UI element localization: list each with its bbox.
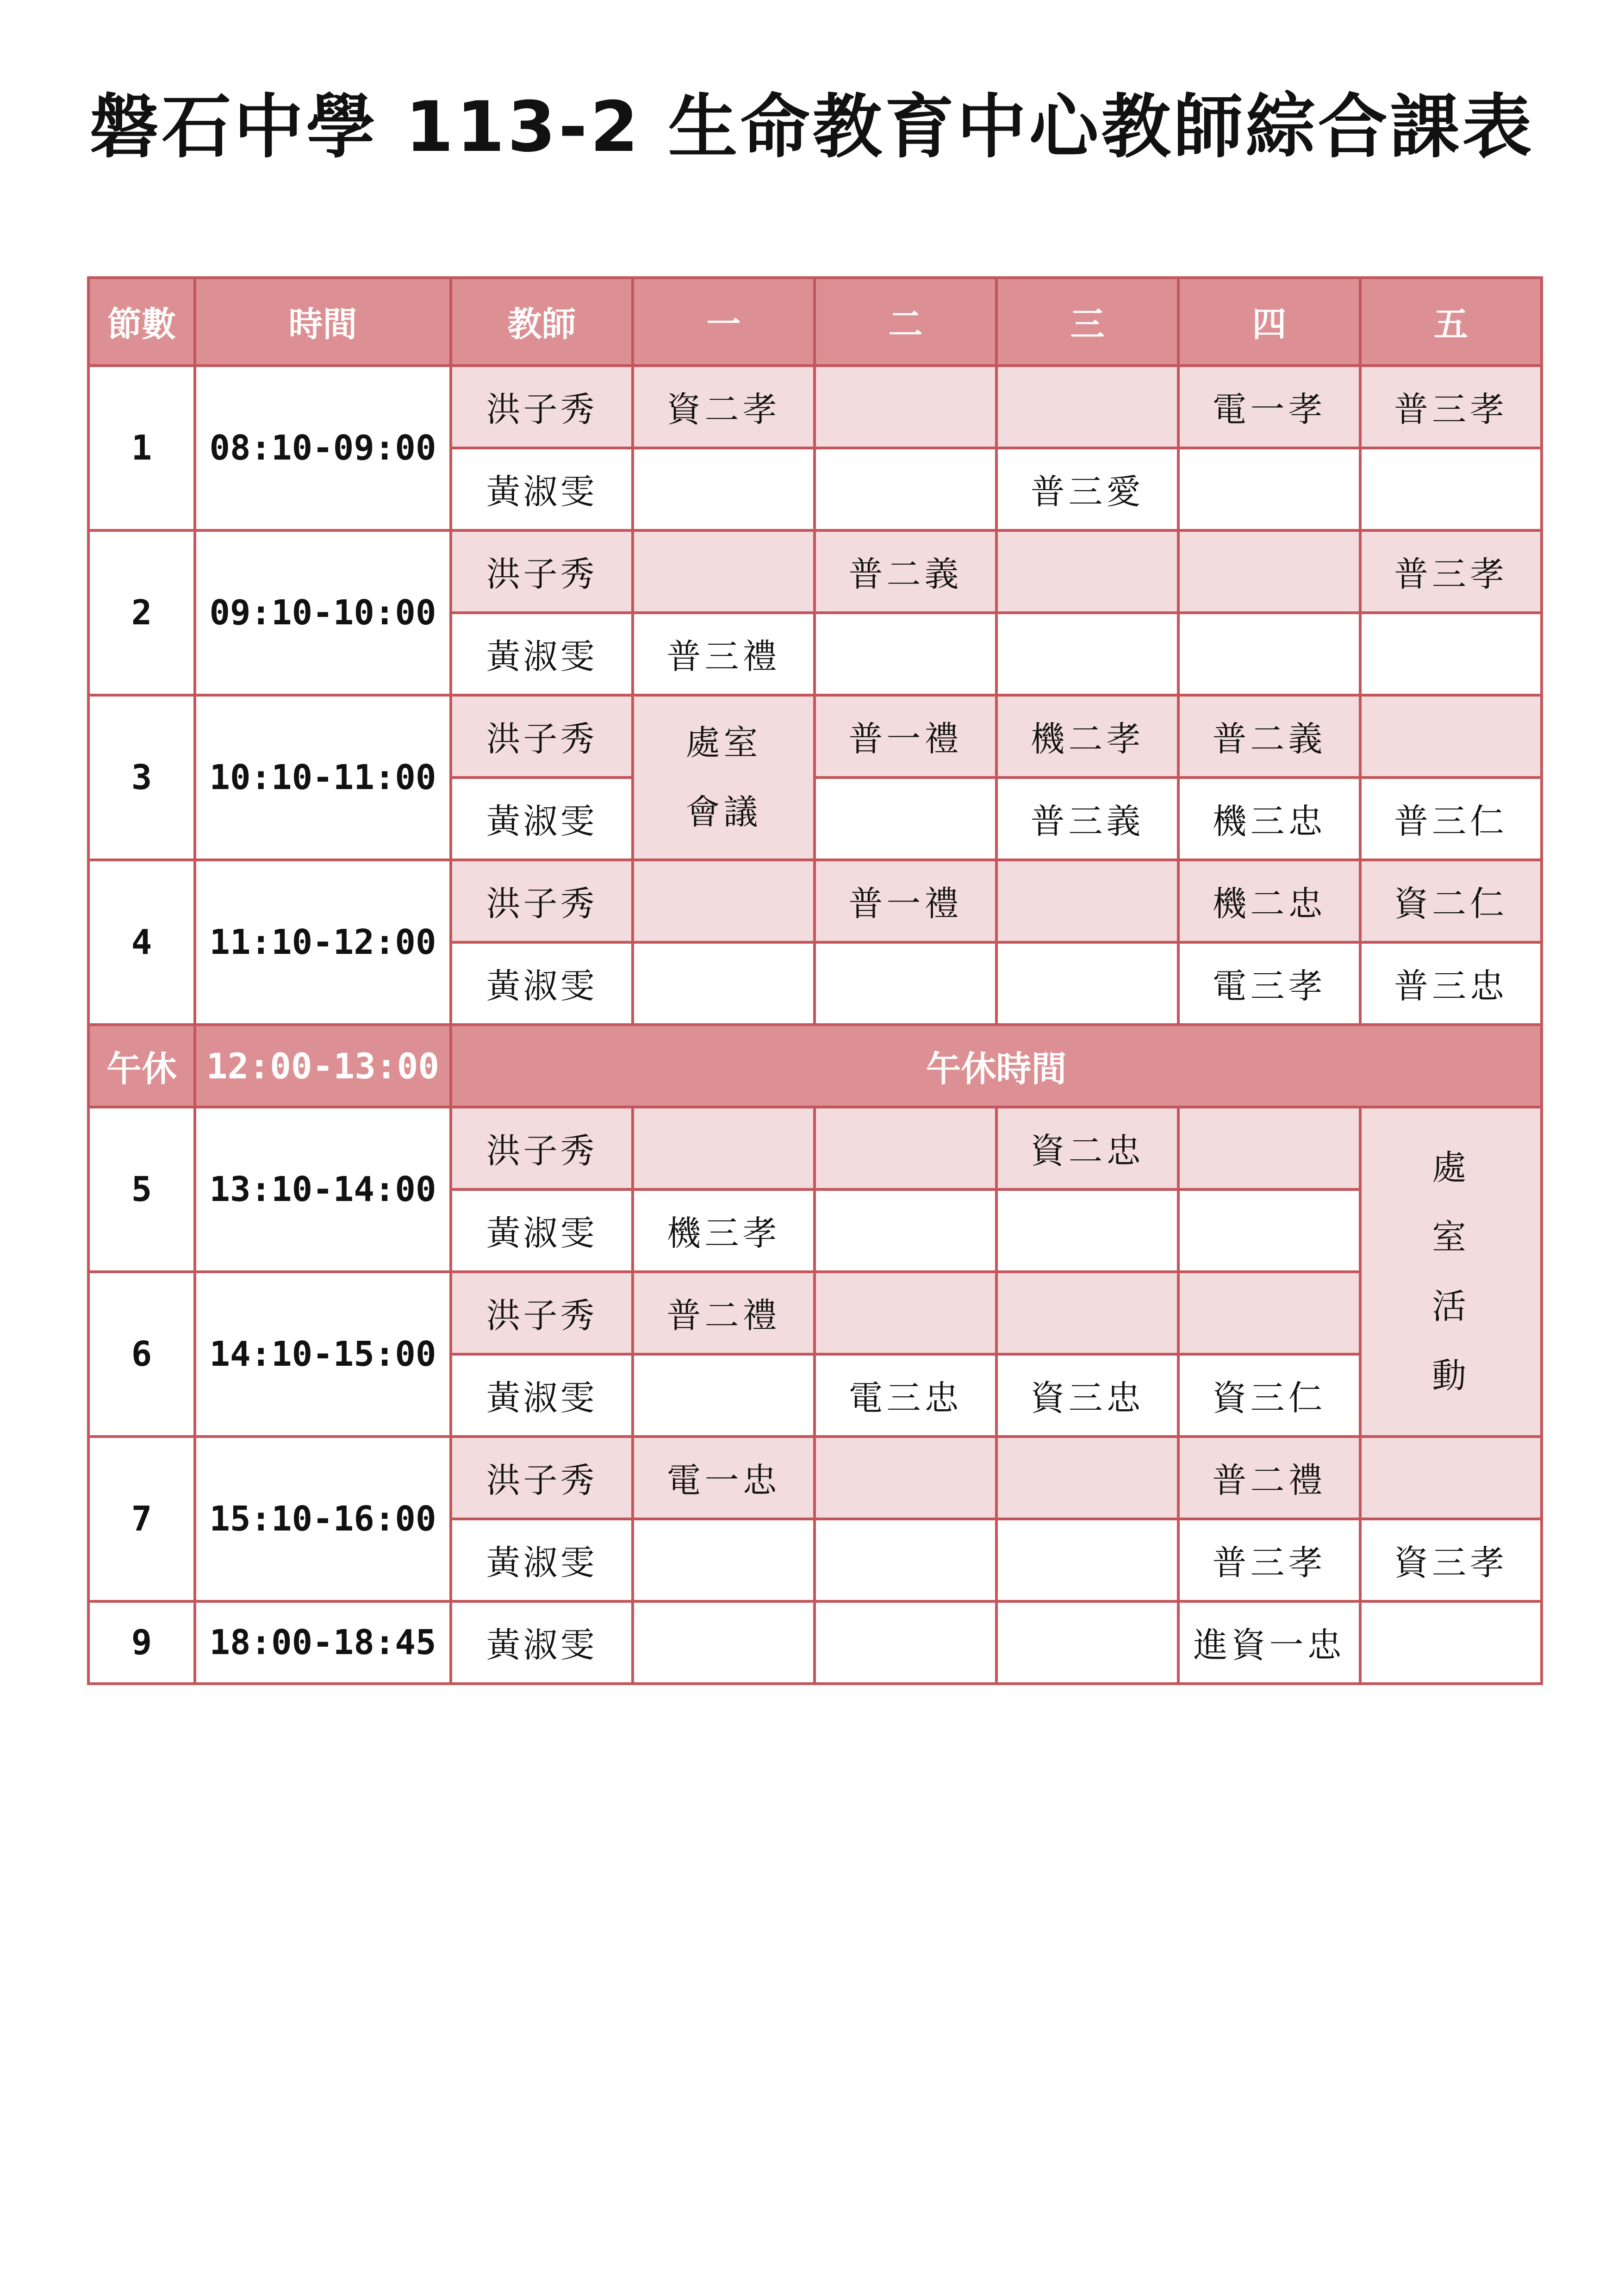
class-cell bbox=[1360, 613, 1542, 695]
class-cell: 機二忠 bbox=[1178, 860, 1360, 942]
activity-cell bbox=[1360, 1107, 1542, 1437]
class-cell: 資二仁 bbox=[1360, 860, 1542, 942]
class-cell: 普二禮 bbox=[633, 1272, 815, 1354]
activity-char: 活 bbox=[1432, 1287, 1470, 1326]
class-cell bbox=[633, 448, 815, 530]
period-number: 4 bbox=[88, 860, 195, 1025]
lunch-text: 午休時間 bbox=[451, 1025, 1542, 1107]
teacher-name: 黃淑雯 bbox=[451, 448, 633, 530]
class-cell bbox=[996, 942, 1178, 1025]
header-row bbox=[88, 278, 1542, 366]
class-cell: 普三仁 bbox=[1360, 778, 1542, 860]
teacher-name: 黃淑雯 bbox=[451, 778, 633, 860]
class-cell: 普一禮 bbox=[815, 860, 996, 942]
header-teacher: 教師 bbox=[451, 278, 633, 366]
class-cell bbox=[1360, 1601, 1542, 1684]
period-time: 10:10-11:00 bbox=[195, 695, 451, 860]
class-cell bbox=[1360, 695, 1542, 778]
table-row bbox=[88, 1601, 1542, 1684]
class-cell bbox=[1178, 448, 1360, 530]
class-cell: 普二義 bbox=[1178, 695, 1360, 778]
header-wed: 三 bbox=[996, 278, 1178, 366]
class-cell: 電三忠 bbox=[815, 1354, 996, 1437]
class-cell bbox=[815, 1107, 996, 1189]
header-mon: 一 bbox=[633, 278, 815, 366]
class-cell bbox=[996, 1519, 1178, 1601]
class-cell bbox=[815, 942, 996, 1025]
class-cell bbox=[815, 1519, 996, 1601]
class-cell: 普三孝 bbox=[1178, 1519, 1360, 1601]
class-cell: 普一禮 bbox=[815, 695, 996, 778]
class-cell: 電一忠 bbox=[633, 1437, 815, 1519]
class-cell bbox=[1178, 1107, 1360, 1189]
table-row bbox=[88, 366, 1542, 448]
period-time: 15:10-16:00 bbox=[195, 1437, 451, 1601]
class-cell: 資二忠 bbox=[996, 1107, 1178, 1189]
period-time: 13:10-14:00 bbox=[195, 1107, 451, 1272]
class-cell bbox=[815, 613, 996, 695]
lunch-row bbox=[88, 1025, 1542, 1107]
class-cell bbox=[815, 448, 996, 530]
period-time: 08:10-09:00 bbox=[195, 366, 451, 530]
class-cell: 普二義 bbox=[815, 530, 996, 613]
teacher-name: 洪子秀 bbox=[451, 860, 633, 942]
teacher-name: 黃淑雯 bbox=[451, 1189, 633, 1272]
period-number: 3 bbox=[88, 695, 195, 860]
class-cell bbox=[996, 860, 1178, 942]
meeting-line: 處室 bbox=[685, 723, 762, 763]
teacher-name: 洪子秀 bbox=[451, 366, 633, 448]
teacher-name: 黃淑雯 bbox=[451, 1601, 633, 1684]
class-cell bbox=[996, 613, 1178, 695]
teacher-name: 洪子秀 bbox=[451, 695, 633, 778]
header-fri: 五 bbox=[1360, 278, 1542, 366]
period-time: 09:10-10:00 bbox=[195, 530, 451, 695]
class-cell bbox=[815, 778, 996, 860]
class-cell bbox=[633, 530, 815, 613]
class-cell: 普三愛 bbox=[996, 448, 1178, 530]
class-cell bbox=[1178, 613, 1360, 695]
class-cell: 電三孝 bbox=[1178, 942, 1360, 1025]
teacher-name: 洪子秀 bbox=[451, 1107, 633, 1189]
class-cell: 機二孝 bbox=[996, 695, 1178, 778]
period-number: 1 bbox=[88, 366, 195, 530]
class-cell bbox=[815, 1601, 996, 1684]
class-cell: 資三忠 bbox=[996, 1354, 1178, 1437]
class-cell bbox=[996, 530, 1178, 613]
class-cell: 普三義 bbox=[996, 778, 1178, 860]
header-time: 時間 bbox=[195, 278, 451, 366]
period-number: 5 bbox=[88, 1107, 195, 1272]
teacher-name: 洪子秀 bbox=[451, 1272, 633, 1354]
class-cell bbox=[996, 1189, 1178, 1272]
table-row bbox=[88, 860, 1542, 942]
class-cell bbox=[1360, 448, 1542, 530]
class-cell: 電一孝 bbox=[1178, 366, 1360, 448]
period-time: 11:10-12:00 bbox=[195, 860, 451, 1025]
teacher-name: 洪子秀 bbox=[451, 530, 633, 613]
table-row bbox=[88, 695, 1542, 778]
period-number: 2 bbox=[88, 530, 195, 695]
meeting-line: 會議 bbox=[685, 792, 762, 832]
teacher-name: 黃淑雯 bbox=[451, 1519, 633, 1601]
period-time: 14:10-15:00 bbox=[195, 1272, 451, 1437]
class-cell bbox=[633, 860, 815, 942]
class-cell bbox=[633, 1107, 815, 1189]
class-cell: 普三忠 bbox=[1360, 942, 1542, 1025]
period-time: 18:00-18:45 bbox=[195, 1601, 451, 1684]
activity-char: 動 bbox=[1432, 1356, 1470, 1396]
class-cell: 普三禮 bbox=[633, 613, 815, 695]
table-row bbox=[88, 1107, 1542, 1189]
lunch-label: 午休 bbox=[88, 1025, 195, 1107]
teacher-name: 黃淑雯 bbox=[451, 1354, 633, 1437]
class-cell: 普二禮 bbox=[1178, 1437, 1360, 1519]
class-cell bbox=[815, 366, 996, 448]
class-cell: 普三孝 bbox=[1360, 530, 1542, 613]
class-cell: 進資一忠 bbox=[1178, 1601, 1360, 1684]
class-cell bbox=[996, 1601, 1178, 1684]
class-cell bbox=[1178, 530, 1360, 613]
class-cell bbox=[996, 366, 1178, 448]
class-cell: 機三忠 bbox=[1178, 778, 1360, 860]
page-title: 磐石中學 113-2 生命教育中心教師綜合課表 bbox=[89, 87, 1535, 168]
class-cell bbox=[1178, 1189, 1360, 1272]
class-cell bbox=[633, 1354, 815, 1437]
class-cell bbox=[633, 942, 815, 1025]
period-number: 9 bbox=[88, 1601, 195, 1684]
period-number: 7 bbox=[88, 1437, 195, 1601]
teacher-name: 黃淑雯 bbox=[451, 942, 633, 1025]
class-cell: 資三仁 bbox=[1178, 1354, 1360, 1437]
class-cell bbox=[815, 1189, 996, 1272]
table-row bbox=[88, 530, 1542, 613]
class-cell bbox=[996, 1437, 1178, 1519]
teacher-name: 黃淑雯 bbox=[451, 613, 633, 695]
class-cell bbox=[815, 1437, 996, 1519]
timetable bbox=[87, 276, 1543, 1685]
table-row bbox=[88, 1272, 1542, 1354]
header-tue: 二 bbox=[815, 278, 996, 366]
class-cell bbox=[1178, 1272, 1360, 1354]
meeting-cell bbox=[633, 695, 815, 860]
lunch-time: 12:00-13:00 bbox=[195, 1025, 451, 1107]
activity-char: 室 bbox=[1432, 1217, 1470, 1257]
teacher-name: 洪子秀 bbox=[451, 1437, 633, 1519]
class-cell bbox=[633, 1519, 815, 1601]
header-thu: 四 bbox=[1178, 278, 1360, 366]
period-number: 6 bbox=[88, 1272, 195, 1437]
class-cell bbox=[1360, 1437, 1542, 1519]
class-cell bbox=[633, 1601, 815, 1684]
class-cell: 普三孝 bbox=[1360, 366, 1542, 448]
class-cell: 資三孝 bbox=[1360, 1519, 1542, 1601]
header-period: 節數 bbox=[88, 278, 195, 366]
class-cell bbox=[815, 1272, 996, 1354]
activity-char: 處 bbox=[1432, 1148, 1470, 1188]
class-cell: 機三孝 bbox=[633, 1189, 815, 1272]
table-row bbox=[88, 1437, 1542, 1519]
class-cell bbox=[996, 1272, 1178, 1354]
class-cell: 資二孝 bbox=[633, 366, 815, 448]
